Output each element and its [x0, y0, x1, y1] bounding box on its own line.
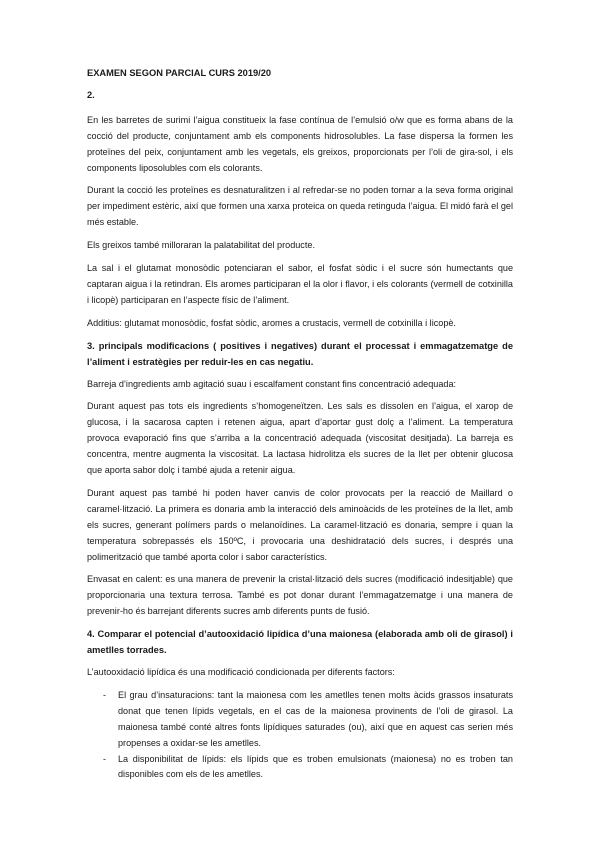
list-item-text: El grau d’insaturacions: tant la maionesa com les ametlles tenen molts àcids grassos insaturats donat que tenen lípids vegetals, en el cas de la maionesa provinents de l’oli de girasol. La maionesa també conté altres fonts lipídiques saturades (ou), així que en aquest cas serien més propenses a oxidar-se les ametlles. — [118, 689, 513, 748]
paragraph: L’autooxidació lipídica és una modificació condicionada per diferents factors: — [87, 667, 395, 677]
paragraph: En les barretes de surimi l’aigua constitueix la fase contínua de l’emulsió o/w que es forma abans de la cocció del producte, conjuntament amb els components hidrosolubles. La fase dispersa la formen les proteïnes del peix, conjuntament amb les vegetals, els greixos, proporcionats per l’oli de gira-sol, i els components liposolubles com els colorants. — [87, 114, 513, 173]
exam-title: EXAMEN SEGON PARCIAL CURS 2019/20 — [87, 68, 272, 78]
paragraph: Additius: glutamat monosòdic, fosfat sòdic, aromes a crustacis, vermell de cotxinilla i licopè. — [87, 317, 456, 328]
paragraph: Durant la cocció les proteïnes es desnaturalitzen i al refredar-se no poden tornar a la seva forma original per impediment estèric, així que formen una xarxa proteica on queda retinguda l’aigua. El midó farà el gel més estable. — [87, 185, 513, 228]
list-item — [87, 688, 513, 752]
list-bullet: - — [103, 753, 107, 764]
list-item — [87, 752, 513, 784]
list-bullet: - — [103, 689, 107, 700]
document-page — [87, 66, 513, 783]
paragraph: Barreja d’ingredients amb agitació suau i escalfament constant fins concentració adequada: — [87, 378, 457, 389]
factor-list — [87, 688, 513, 783]
paragraph: Durant aquest pas tots els ingredients s’homogeneïtzen. Les sals es dissolen en l’aigua, el xarop de glucosa, i la sacarosa capten i retenen aigua, apart d’aportar gust dolç a l’aliment. La temperatura provoca evaporació fins que s’arriba a la concentració adequada (viscositat desitjada). La barreja es concentra, mentre augmenta la viscositat. La lactasa hidrolitza els sucres de la llet per obtenir glucosa que aporta sabor dolç i també ajuda a retenir aigua. — [87, 401, 513, 476]
section-3-heading: 3. principals modificacions ( positives i negatives) durant el processat i emmagatzematge de l’aliment i estratègies per reduir-les en cas negatiu. — [87, 340, 513, 367]
list-item-text: La disponibilitat de lípids: els lípids que es troben emulsionats (maionesa) no es troben tan disponibles com els de les ametlles. — [118, 753, 513, 780]
paragraph: La sal i el glutamat monosòdic potenciaran el sabor, el fosfat sòdic i el sucre són humectants que captaran aigua i la retindran. Els aromes participaran el la olor i flavor, i els colorants (vermell de cotxinilla i licopè) participaran en l’aspecte físic de l’aliment. — [87, 263, 513, 305]
paragraph: Envasat en calent: es una manera de prevenir la cristal·lització dels sucres (modificació indesitjable) que proporcionaria una textura terrosa. També es pot donar durant l’emmagatzematge i una manera de prevenir-ho és barrejant diferents sucres amb diferents punts de fusió. — [87, 574, 513, 617]
section-2-number: 2. — [87, 89, 95, 100]
paragraph: Durant aquest pas també hi poden haver canvis de color provocats per la reacció de Maillard o caramel·lització. La primera es donaria amb la interacció dels aminoàcids de les proteïnes de la llet, amb els sucres, generant polímers pards o melanoïdines. La caramel·lització es donaria, sempre i quan la temperatura sobrepassés els 150ºC, i provocaria una deshidratació dels sucres, i després una polimerització que també aporta color i sabor característics. — [87, 487, 513, 562]
section-4-heading: 4. Comparar el potencial d’autooxidació lipídica d’una maionesa (elaborada amb oli de girasol) i ametlles torrades. — [87, 629, 513, 656]
paragraph: Els greixos també milloraran la palatabilitat del producte. — [87, 240, 315, 251]
